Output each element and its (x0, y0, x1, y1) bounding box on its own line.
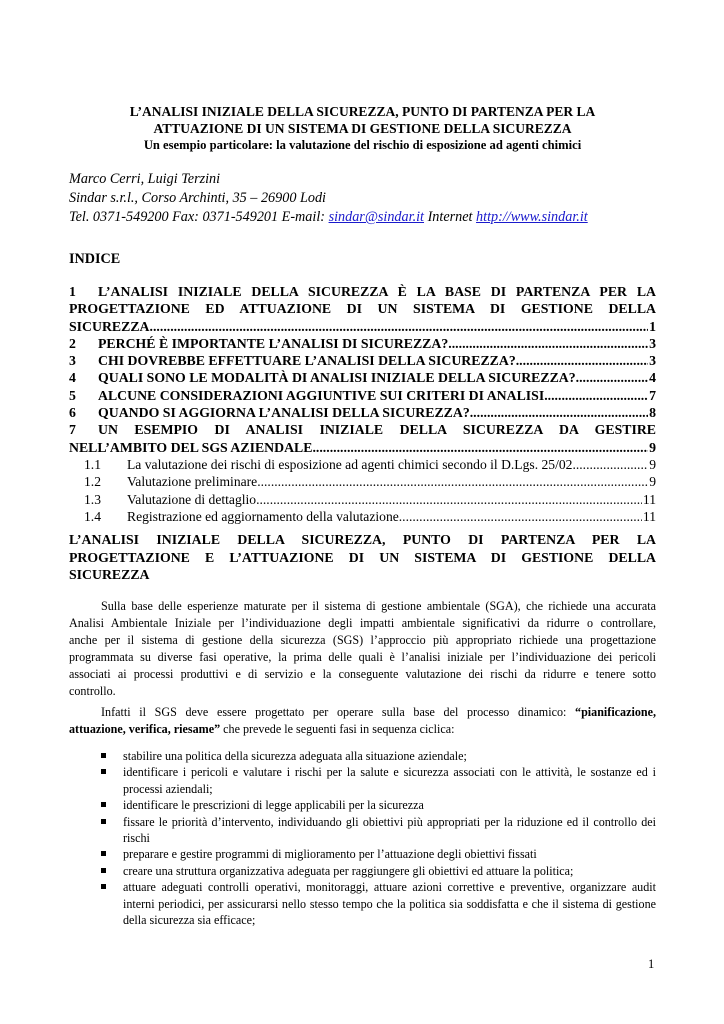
author-contact (69, 208, 656, 227)
paragraph-line: Analisi Ambientale Iniziale per l’individuazione degli impatti ambientale significativi da ridurre o controllare, (69, 616, 656, 630)
paragraph-1 (69, 598, 656, 700)
toc-item-1-line-3[interactable]: SICUREZZA ..... 1 (69, 318, 656, 335)
list-item: preparare e gestire programmi di miglioramento per l’attuazione degli obiettivi fissati (101, 846, 656, 862)
list-item: stabilire una politica della sicurezza adeguata alla situazione aziendale; (101, 748, 656, 764)
paragraph-line: programmata su diverse fasi operative, la prima delle quali è l’analisi iniziale per l’individuazione dei pericoli (69, 650, 656, 664)
toc-subitem[interactable]: 1.1 La valutazione dei rischi di esposizione ad agenti chimici secondo il D.Lgs. 25/02 ..... 9 (69, 456, 656, 473)
author-names: Marco Cerri, Luigi Terzini (69, 171, 221, 187)
table-of-contents (69, 283, 656, 525)
paragraph-line: Infatti il SGS deve essere progettato per operare sulla base del processo dinamico: “pianificazione, (101, 705, 656, 719)
title-line-1: L’ANALISI INIZIALE DELLA SICUREZZA, PUNTO DI PARTENZA PER LA (129, 104, 596, 119)
toc-item-7-line-2[interactable]: NELL’AMBITO DEL SGS AZIENDALE ..... 9 (69, 439, 656, 456)
section-heading (69, 531, 656, 584)
toc-item[interactable]: 3 CHI DOVREBBE EFFETTUARE L’ANALISI DELLA SICUREZZA? ..... 3 (69, 352, 656, 369)
bullet-icon (101, 819, 106, 824)
bullet-icon (101, 884, 106, 889)
section-heading-line-2: PROGETTAZIONE E L’ATTUAZIONE DI UN SISTEMA DI GESTIONE DELLA (69, 549, 656, 565)
toc-item-7-line-1[interactable]: 7 UN ESEMPIO DI ANALISI INIZIALE DELLA SICUREZZA DA GESTIRE (69, 422, 656, 438)
document-subtitle: Un esempio particolare: la valutazione del rischio di esposizione ad agenti chimici (143, 138, 582, 152)
list-item: creare una struttura organizzativa adeguata per raggiungere gli obiettivi ed attuare la politica; (101, 863, 656, 879)
list-item: attuare adeguati controlli operativi, monitoraggi, attuare azioni correttive e preventive, organizzare audit interni periodici, per assicurarsi nello stesso tempo che la politica sia soddisfatta e che il sistema di gestione della sicurezza sia efficace; (101, 879, 656, 928)
page-number: 1 (648, 957, 655, 971)
internet-label: Internet (424, 209, 477, 225)
toc-item[interactable]: 4 QUALI SONO LE MODALITÀ DI ANALISI INIZIALE DELLA SICUREZZA? ..... 4 (69, 369, 656, 386)
author-company: Sindar s.r.l., Corso Archinti, 35 – 26900 Lodi (69, 190, 326, 206)
bullet-icon (101, 851, 106, 856)
bullet-icon (101, 753, 106, 758)
toc-item-1-line-1[interactable]: 1 L’ANALISI INIZIALE DELLA SICUREZZA È LA BASE DI PARTENZA PER LA (69, 284, 656, 299)
list-item: identificare le prescrizioni di legge applicabili per la sicurezza (101, 797, 656, 813)
title-line-2: ATTUAZIONE DI UN SISTEMA DI GESTIONE DELLA SICUREZZA (153, 121, 572, 136)
toc-item-1-line-2[interactable]: PROGETTAZIONE ED ATTUAZIONE DI UN SISTEMA DI GESTIONE DELLA (69, 301, 656, 317)
bullet-icon (101, 802, 106, 807)
contact-prefix: Tel. 0371-549200 Fax: 0371-549201 E-mail: (69, 209, 329, 225)
author-block (69, 170, 656, 227)
paragraph-line: anche per il sistema di gestione della sicurezza (SGS) l’approccio più appropriato richiede una progettazione (69, 633, 656, 647)
toc-subitem[interactable]: 1.4 Registrazione ed aggiornamento della valutazione ..... 11 (69, 508, 656, 525)
paragraph-line: controllo. (69, 684, 116, 698)
toc-heading: INDICE (69, 251, 121, 267)
toc-subitem[interactable]: 1.3 Valutazione di dettaglio ..... 11 (69, 491, 656, 508)
paragraph-2 (69, 704, 656, 738)
list-item: identificare i pericoli e valutare i rischi per la salute e sicurezza associati con le attività, le sostanze ed i processi aziendali; (101, 764, 656, 797)
paragraph-line: Sulla base delle esperienze maturate per il sistema di gestione ambientale (SGA), che richiede una accurata (101, 599, 656, 613)
toc-item[interactable]: 6 QUANDO SI AGGIORNA L’ANALISI DELLA SICUREZZA? ..... 8 (69, 404, 656, 421)
section-heading-line-1: L’ANALISI INIZIALE DELLA SICUREZZA, PUNTO DI PARTENZA PER LA (69, 532, 656, 547)
bullet-icon (101, 769, 106, 774)
website-link[interactable]: http://www.sindar.it (476, 209, 588, 225)
document-title (69, 103, 656, 154)
toc-item[interactable]: 5 ALCUNE CONSIDERAZIONI AGGIUNTIVE SUI CRITERI DI ANALISI ..... 7 (69, 387, 656, 404)
bullet-list (101, 748, 656, 928)
toc-item[interactable]: 2 PERCHÉ È IMPORTANTE L’ANALISI DI SICUREZZA? ..... 3 (69, 335, 656, 352)
email-link[interactable]: sindar@sindar.it (328, 209, 425, 225)
bullet-icon (101, 868, 106, 873)
toc-subitem[interactable]: 1.2 Valutazione preliminare ..... 9 (69, 473, 656, 490)
paragraph-line: attuazione, verifica, riesame” che prevede le seguenti fasi in sequenza ciclica: (69, 722, 455, 736)
list-item: fissare le priorità d’intervento, individuando gli obiettivi più appropriati per la riduzione ed il controllo dei rischi (101, 814, 656, 847)
section-heading-line-3: SICUREZZA (69, 567, 150, 582)
paragraph-line: associati ai processi produttivi e di servizio e la conseguente valutazione dei rischi da ridurre e tenere sotto (69, 667, 656, 681)
